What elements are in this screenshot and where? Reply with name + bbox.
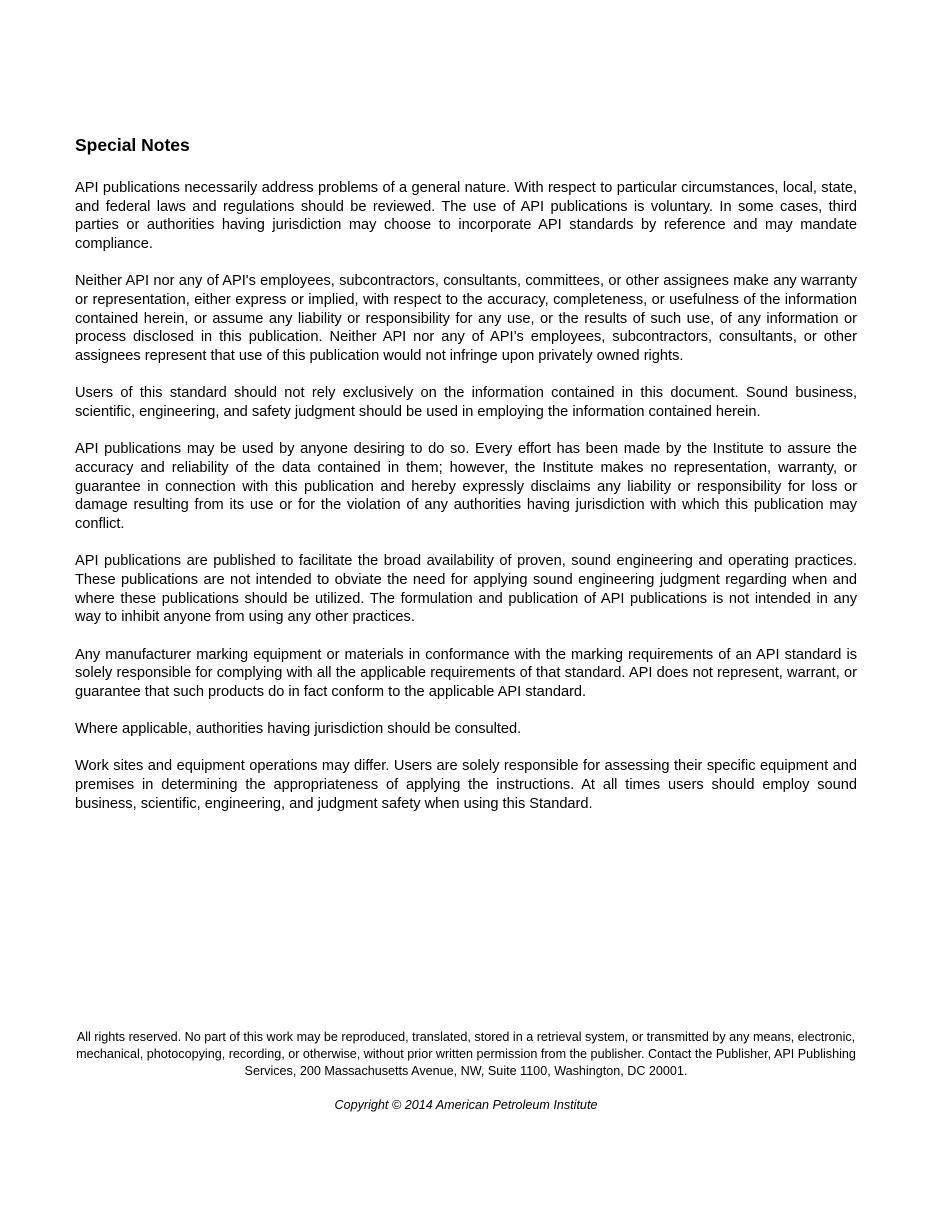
- paragraph-purpose: API publications are published to facilitate the broad availability of proven, sound engineering and operating practices. These publications are not intended to obviate the need for applying sound engineering judgment regarding when and where these publications should be utilized. The formulation and publication of API publications is not intended in any way to inhibit anyone from using any other practices.: [75, 553, 857, 626]
- copyright-notice: Copyright © 2014 American Petroleum Institute: [334, 1098, 598, 1113]
- paragraph-usage-liability: API publications may be used by anyone desiring to do so. Every effort has been made by the Institute to assure the accuracy and reliability of the data contained in them; however, the Institute makes no representation, warranty, or guarantee in connection with this publication and hereby expressly disclaims any liability or responsibility for loss or damage resulting from its use or for the violation of any authorities having jurisdiction with which this publication may conflict.: [75, 441, 857, 533]
- paragraph-work-sites: Work sites and equipment operations may differ. Users are solely responsible for assessing their specific equipment and premises in determining the appropriateness of applying the instructions. At all times users should employ sound business, scientific, engineering, and judgment safety when using this Standard.: [75, 758, 857, 812]
- page-footer: [75, 1029, 857, 1113]
- special-notes-section: [75, 134, 857, 832]
- section-heading: Special Notes: [75, 135, 190, 155]
- paragraph-warranty-disclaimer: Neither API nor any of API's employees, subcontractors, consultants, committees, or other assignees make any warranty or representation, either express or implied, with respect to the accuracy, completeness, or usefulness of the information contained herein, or assume any liability or responsibility for any use, or the results of such use, of any information or process disclosed in this publication. Neither API nor any of API’s employees, subcontractors, consultants, or other assignees represent that use of this publication would not infringe upon privately owned rights.: [75, 273, 857, 365]
- paragraph-user-reliance: Users of this standard should not rely exclusively on the information contained in this document. Sound business, scientific, engineering, and safety judgment should be used in employing the information contained herein.: [75, 385, 857, 421]
- paragraph-manufacturer-marking: Any manufacturer marking equipment or materials in conformance with the marking requirements of an API standard is solely responsible for complying with all the applicable requirements of that standard. API does not represent, warrant, or guarantee that such products do in fact conform to the applicable API standard.: [75, 646, 857, 700]
- rights-statement: All rights reserved. No part of this work may be reproduced, translated, stored in a retrieval system, or transmitted by any means, electronic, mechanical, photocopying, recording, or otherwise, without prior written permission from the publisher. Contact the Publisher, API Publishing Services, 200 Massachusetts Avenue, NW, Suite 1100, Washington, DC 20001.: [76, 1030, 856, 1078]
- paragraph-authorities: Where applicable, authorities having jurisdiction should be consulted.: [75, 721, 522, 738]
- paragraph-general-nature: API publications necessarily address problems of a general nature. With respect to particular circumstances, local, state, and federal laws and regulations should be reviewed. The use of API publications is voluntary. In some cases, third parties or authorities having jurisdiction may choose to incorporate API standards by reference and may mandate compliance.: [75, 180, 857, 253]
